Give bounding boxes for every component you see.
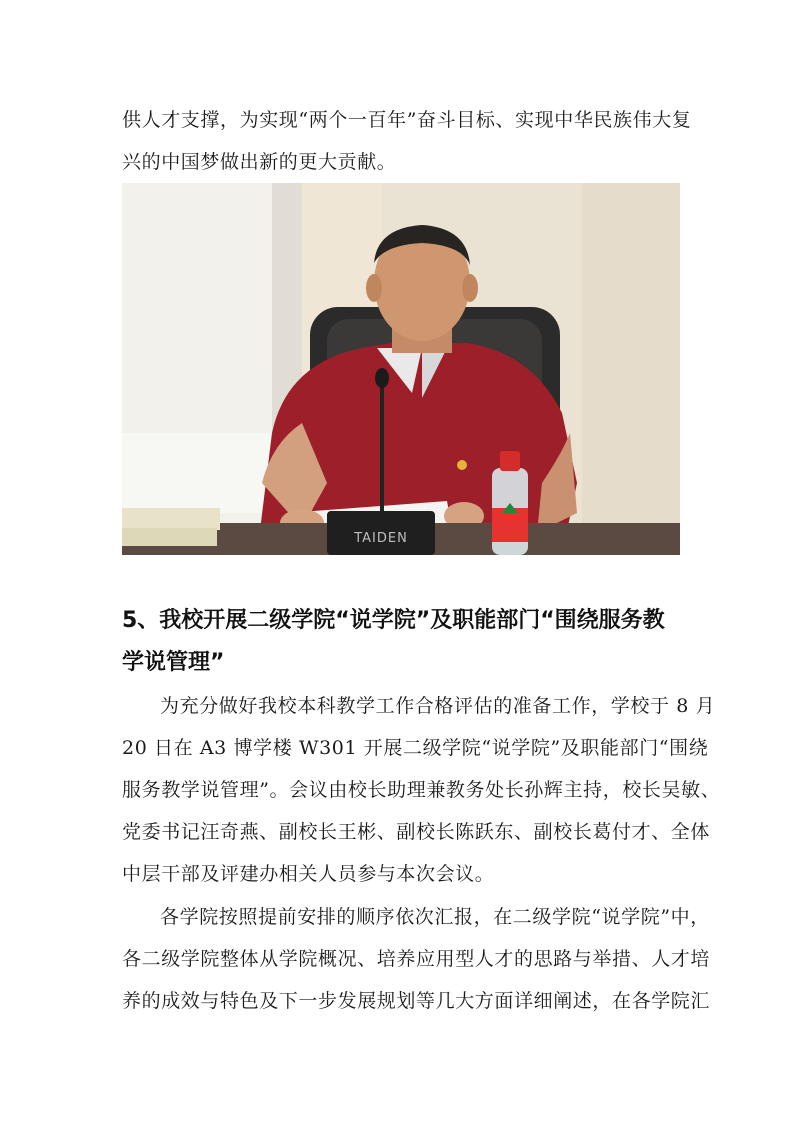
paragraph-line: 中层干部及评建办相关人员参与本次会议。 (122, 863, 495, 885)
paragraph-line: 为充分做好我校本科教学工作合格评估的准备工作，学校于 8 月 (160, 695, 716, 717)
section-heading-line: 学说管理” (122, 650, 225, 675)
paragraph-line: 养的成效与特色及下一步发展规划等几大方面详细阐述，在各学院汇 (122, 990, 711, 1012)
paragraph-line: 党委书记汪奇燕、副校长王彬、副校长陈跃东、副校长葛付才、全体 (122, 821, 711, 843)
paragraph-line: 服务教学说管理”。会议由校长助理兼教务处长孙辉主持，校长吴敏、 (122, 779, 721, 801)
paragraph-line: 各学院按照提前安排的顺序依次汇报，在二级学院“说学院”中， (160, 906, 710, 928)
paragraph-line: 供人才支撑，为实现“两个一百年”奋斗目标、实现中华民族伟大复 (122, 109, 692, 131)
paragraph-line: 20 日在 A3 博学楼 W301 开展二级学院“说学院”及职能部门“围绕 (122, 737, 709, 759)
paragraph-line: 各二级学院整体从学院概况、培养应用型人才的思路与举措、人才培 (122, 948, 711, 970)
paragraph-line: 兴的中国梦做出新的更大贡献。 (122, 151, 397, 173)
microphone-brand-label: TAIDEN (354, 531, 408, 546)
meeting-photo (122, 183, 680, 555)
section-heading-line: 5、我校开展二级学院“说学院”及职能部门“围绕服务教 (122, 608, 665, 633)
